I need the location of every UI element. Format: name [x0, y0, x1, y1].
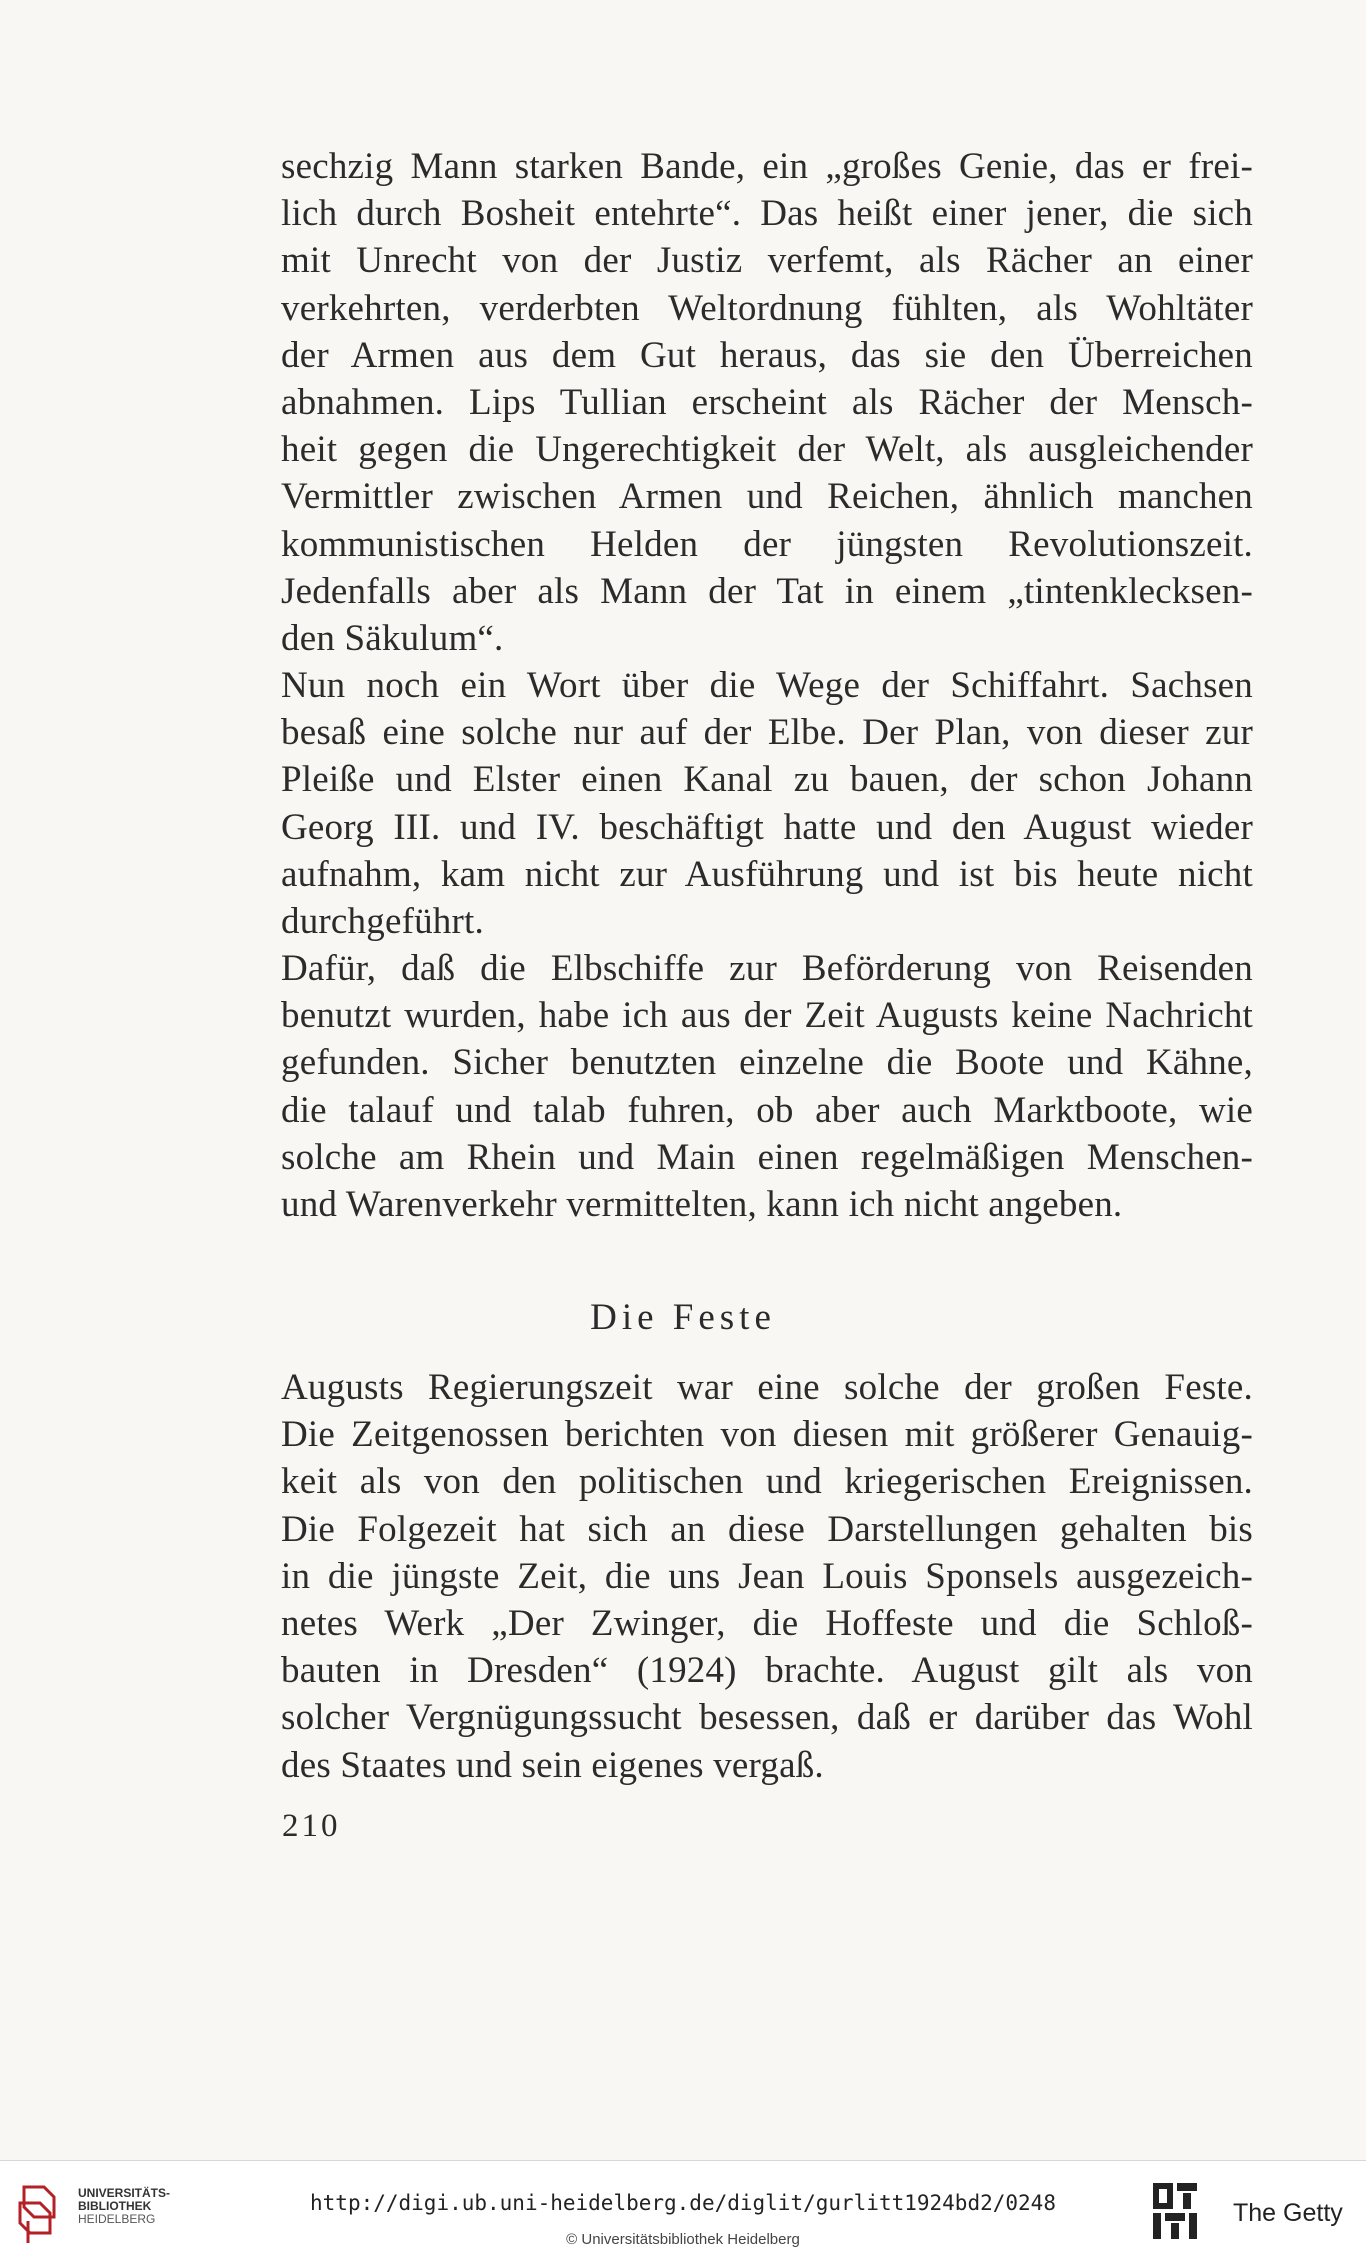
text-line: und Warenverkehr vermittelten, kann ich nicht angeben.: [281, 1184, 1123, 1226]
text-line: netes Werk „Der Zwinger, die Hoffeste und die Schloß-: [281, 1603, 1253, 1645]
text-line: mit Unrecht von der Justiz verfemt, als Rächer an einer: [281, 240, 1253, 282]
text-line: aufnahm, kam nicht zur Ausführung und ist bis heute nicht: [281, 853, 1253, 895]
text-line: bauten in Dresden“ (1924) brachte. August gilt als von: [281, 1650, 1253, 1692]
text-line: den Säkulum“.: [281, 618, 504, 660]
text-line: lich durch Bosheit entehrte“. Das heißt einer jener, die sich: [281, 193, 1253, 235]
paragraph: [281, 1364, 1253, 1789]
text-line: Die Folgezeit hat sich an diese Darstellungen gehalten bis: [281, 1508, 1253, 1550]
library-name-line: UNIVERSITÄTS-: [78, 2186, 171, 2200]
text-line: des Staates und sein eigenes vergaß.: [281, 1744, 824, 1786]
section-heading: Die Feste: [590, 1297, 776, 1338]
text-line: solcher Vergnügungssucht besessen, daß er darüber das Wohl: [281, 1697, 1253, 1739]
text-line: kommunistischen Helden der jüngsten Revolutionszeit.: [281, 523, 1253, 565]
text-line: in die jüngste Zeit, die uns Jean Louis Sponsels ausgezeich-: [281, 1555, 1253, 1597]
text-line: der Armen aus dem Gut heraus, das sie den Überreichen: [281, 334, 1253, 376]
text-line: verkehrten, verderbten Weltordnung fühlten, als Wohltäter: [281, 287, 1253, 329]
text-line: Nun noch ein Wort über die Wege der Schiffahrt. Sachsen: [281, 665, 1253, 706]
paragraph: [281, 662, 1253, 945]
text-line: Die Zeitgenossen berichten von diesen mit größerer Genauig-: [281, 1414, 1253, 1456]
text-line: sechzig Mann starken Bande, ein „großes Genie, das er frei-: [281, 146, 1253, 187]
library-city: HEIDELBERG: [78, 2212, 156, 2226]
text-line: keit als von den politischen und kriegerischen Ereignissen.: [281, 1461, 1253, 1503]
text-line: Augusts Regierungszeit war eine solche der großen Feste.: [281, 1367, 1253, 1408]
getty-logo-icon: [1151, 2181, 1199, 2241]
text-line: Pleiße und Elster einen Kanal zu bauen, der schon Johann: [281, 759, 1253, 801]
text-line: durchgeführt.: [281, 901, 484, 943]
text-line: abnahmen. Lips Tullian erscheint als Rächer der Mensch-: [281, 382, 1253, 424]
text-line: solche am Rhein und Main einen regelmäßigen Menschen-: [281, 1136, 1253, 1178]
text-line: Vermittler zwischen Armen und Reichen, ähnlich manchen: [281, 476, 1253, 518]
text-line: Jedenfalls aber als Mann der Tat in einem „tintenklecksen-: [281, 570, 1253, 612]
text-line: gefunden. Sicher benutzten einzelne die Boote und Kähne,: [281, 1042, 1253, 1084]
permalink-url[interactable]: http://digi.ub.uni-heidelberg.de/diglit/gurlitt1924bd2/0248: [310, 2191, 1056, 2215]
text-line: Georg III. und IV. beschäftigt hatte und den August wieder: [281, 806, 1253, 848]
text-line: die talauf und talab fuhren, ob aber auch Marktboote, wie: [281, 1089, 1253, 1131]
copyright-notice: © Universitätsbibliothek Heidelberg: [566, 2231, 800, 2248]
text-line: heit gegen die Ungerechtigkeit der Welt, als ausgleichender: [281, 429, 1253, 471]
page-number: 210: [282, 1808, 341, 1844]
text-line: Dafür, daß die Elbschiffe zur Beförderung von Reisenden: [281, 948, 1253, 989]
getty-label: The Getty: [1233, 2199, 1343, 2227]
paragraph: [281, 143, 1253, 662]
library-name-line: BIBLIOTHEK: [78, 2199, 152, 2213]
viewer-footer: [0, 2160, 1366, 2263]
paragraph: [281, 945, 1253, 1228]
text-line: besaß eine solche nur auf der Elbe. Der Plan, von dieser zur: [281, 712, 1253, 754]
text-line: benutzt wurden, habe ich aus der Zeit Augusts keine Nachricht: [281, 995, 1253, 1037]
